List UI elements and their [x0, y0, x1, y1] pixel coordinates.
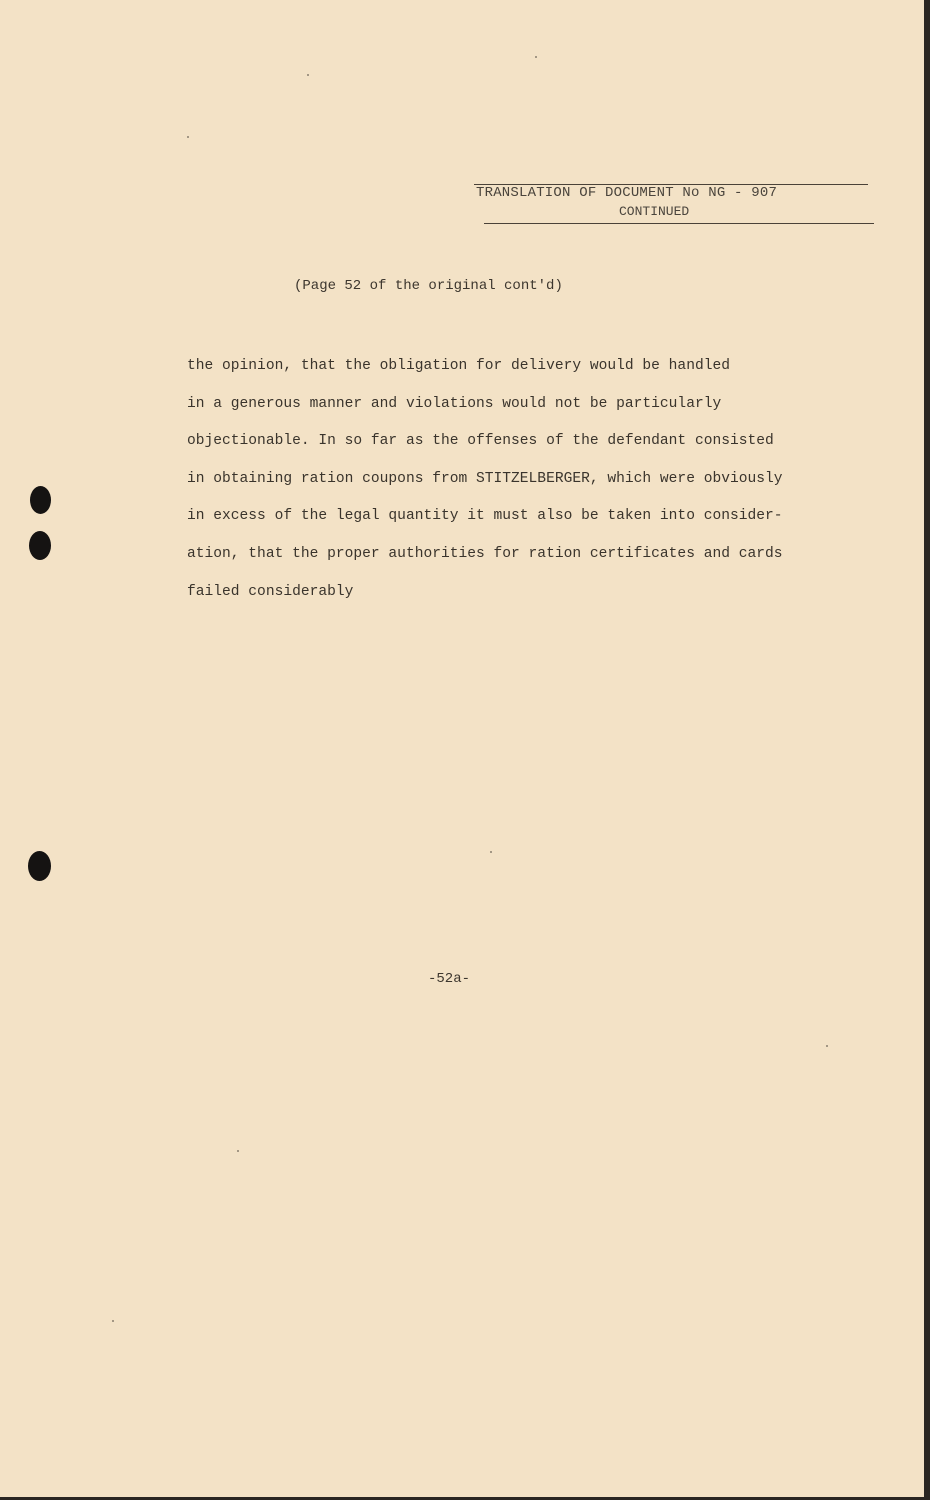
body-line: in obtaining ration coupons from STITZELBERGER, which were obviously [187, 470, 783, 487]
document-title: TRANSLATION OF DOCUMENT No NG - 907 [476, 185, 778, 201]
body-line: in a generous manner and violations would not be particularly [187, 395, 722, 412]
document-subtitle: CONTINUED [619, 204, 690, 219]
paper-speck [237, 1150, 239, 1152]
body-line: ation, that the proper authorities for ration certificates and cards [187, 545, 783, 562]
paper-speck [307, 74, 309, 76]
body-line: the opinion, that the obligation for delivery would be handled [187, 358, 730, 374]
page-number: -52a- [428, 971, 471, 987]
page-reference: (Page 52 of the original cont'd) [294, 278, 563, 294]
body-text [187, 355, 867, 618]
paper-speck [112, 1320, 114, 1322]
paper-speck [187, 136, 189, 138]
header-rule-bottom [484, 223, 874, 224]
paper-speck [490, 851, 492, 853]
punch-hole-top [30, 486, 51, 514]
body-line: in excess of the legal quantity it must also be taken into consider- [187, 508, 783, 525]
punch-hole-bottom [28, 851, 51, 881]
punch-hole-middle [29, 531, 51, 560]
paper-speck [535, 56, 537, 58]
body-line: objectionable. In so far as the offenses of the defendant consisted [187, 433, 774, 450]
body-line: failed considerably [187, 583, 354, 600]
paper-speck [826, 1045, 828, 1047]
